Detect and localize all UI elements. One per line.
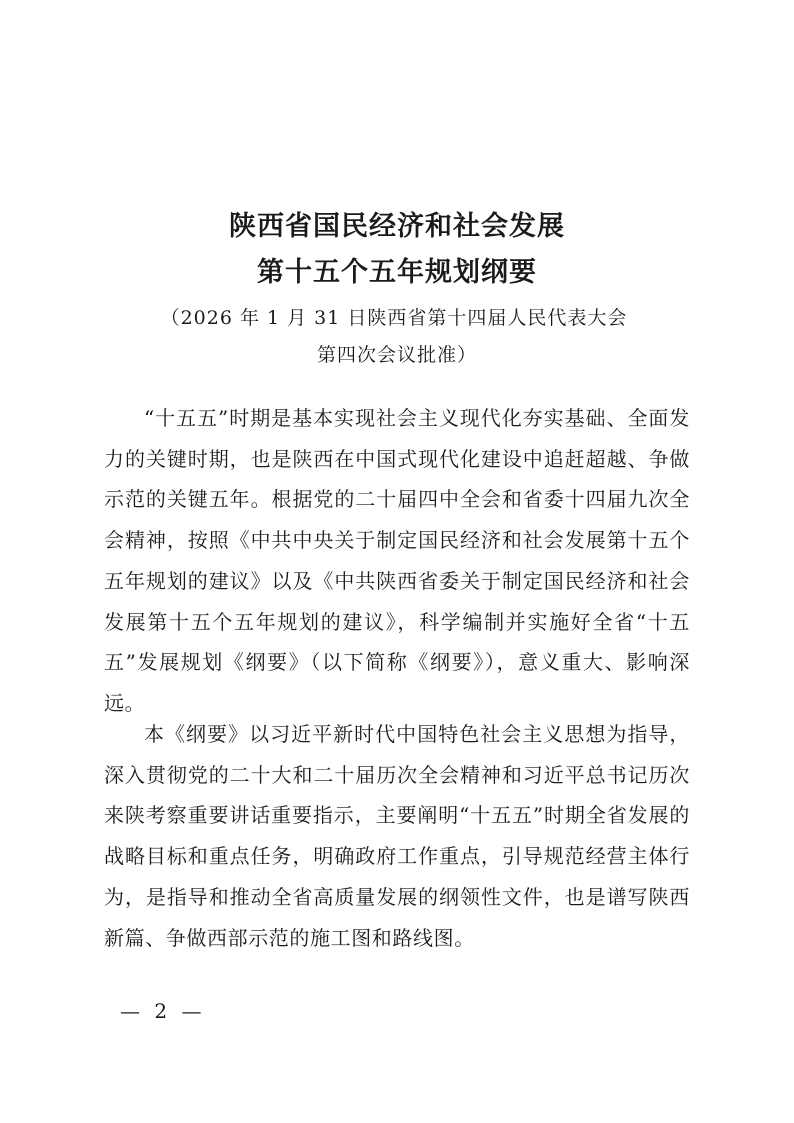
page-number: — 2 — [120,999,206,1023]
document-subtitle-line-2: 第四次会议批准） [316,344,477,366]
document-title-line-2: 第十五个五年规划纲要 [257,257,537,288]
body-paragraph-1: “十五五”时期是基本实现社会主义现代化夯实基础、全面发力的关键时期，也是陕西在中国式现代化建设中追赶超越、争做示范的关键五年。根据党的二十届四中全会和省委十四届九次全会精神，按照《中共中央关于制定国民经济和社会发展第十五个五年规划的建议》以及《中共陕西省委关于制定国民经济和社会发展第十五个五年规划的建议》，科学编制并实施好全省“十五五”发展规划《纲要》（以下简称《纲要》），意义重大、影响深远。 [104,406,690,715]
document-title-line-1: 陕西省国民经济和社会发展 [229,211,565,242]
body-paragraph-2: 本《纲要》以习近平新时代中国特色社会主义思想为指导，深入贯彻党的二十大和二十届历次全会精神和习近平总书记历次来陕考察重要讲话重要指示，主要阐明“十五五”时期全省发展的战略目标和重点任务，明确政府工作重点，引导规范经营主体行为，是指导和推动全省高质量发展的纲领性文件，也是谱写陕西新篇、争做西部示范的施工图和路线图。 [104,722,690,950]
document-subtitle-line-1: （2026 年 1 月 31 日陕西省第十四届人民代表大会 [160,307,628,329]
